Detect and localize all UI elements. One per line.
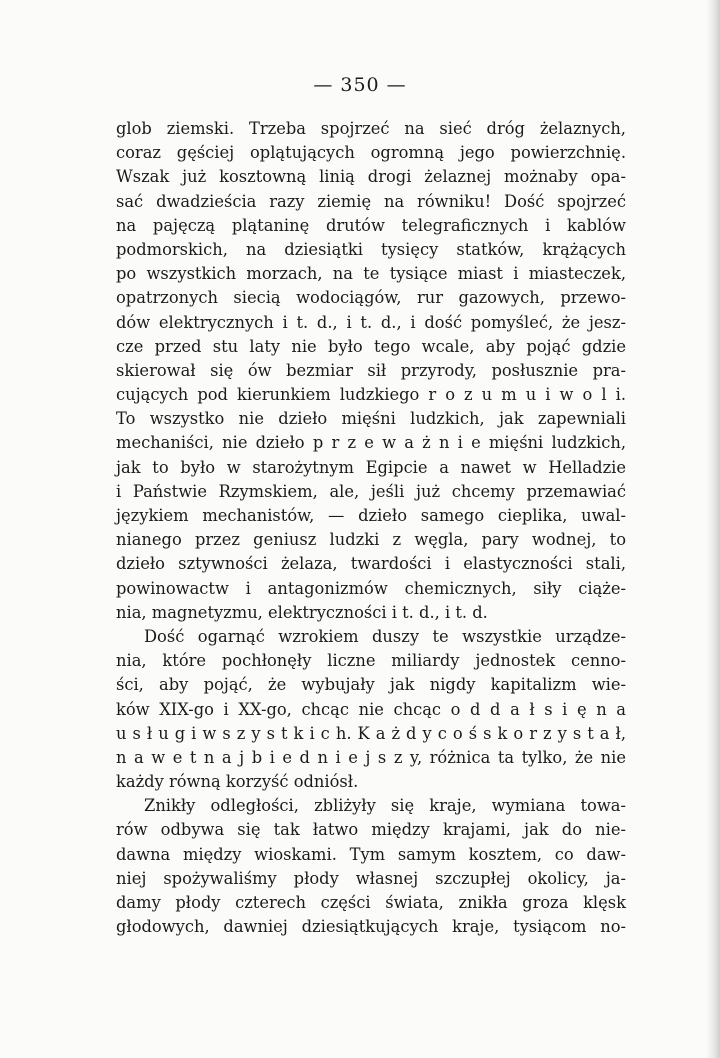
- page-number: — 350 —: [313, 74, 407, 96]
- text-line: glob ziemski. Trzeba spojrzeć na sieć dróg żelaznych,: [116, 119, 626, 138]
- text-line: dów elektrycznych i t. d., i t. d., i dość pomyśleć, że jesz-: [116, 312, 626, 332]
- text-line: cujących pod kierunkiem ludzkiego r o z u m u i w o l i.: [116, 385, 626, 405]
- text-line: na pajęczą plątaninę drutów telegraficznych i kablów: [116, 215, 626, 235]
- text-line: mechaniści, nie dzieło p r z e w a ż n i e mięśni ludzkich,: [116, 433, 626, 453]
- text-line: podmorskich, na dziesiątki tysięcy statków, krążących: [116, 239, 626, 259]
- page-edge-shadow: [706, 0, 720, 1058]
- text-line: powinowactw i antagonizmów chemicznych, siły ciąże-: [116, 578, 626, 598]
- text-line: dawna między wioskami. Tym samym kosztem, co daw-: [116, 844, 626, 864]
- text-line: n a w e t n a j b i e d n i e j s z y, różnica ta tylko, że nie: [116, 747, 626, 767]
- text-line: jak to było w starożytnym Egipcie a nawet w Helladzie: [116, 457, 626, 477]
- text-line: coraz gęściej oplątujących ogromną jego powierzchnię.: [116, 143, 626, 163]
- text-line: nia, magnetyzmu, elektryczności i t. d., i t. d.: [116, 602, 488, 622]
- text-line: sać dwadzieścia razy ziemię na równiku! Dość spojrzeć: [116, 191, 626, 211]
- text-line: dzieło sztywności żelaza, twardości i elastyczności stali,: [116, 554, 626, 574]
- text-line: nia, które pochłonęły liczne miliardy jednostek cenno-: [116, 651, 626, 671]
- text-line: cze przed stu laty nie było tego wcale, aby pojąć gdzie: [116, 336, 626, 356]
- text-line: po wszystkich morzach, na te tysiące miast i miasteczek,: [116, 264, 626, 284]
- text-line: głodowych, dawniej dziesiątkujących kraje, tysiącom no-: [116, 917, 626, 937]
- body-text: [116, 117, 626, 939]
- text-line: nianego przez geniusz ludzki z węgla, pary wodnej, to: [116, 530, 626, 550]
- text-line: Wszak już kosztowną linią drogi żelaznej możnaby opa-: [116, 167, 626, 187]
- text-line: skierował się ów bezmiar sił przyrody, posłusznie pra-: [116, 360, 626, 380]
- text-line: i Państwie Rzymskiem, ale, jeśli już chcemy przemawiać: [116, 481, 626, 501]
- text-line: ści, aby pojąć, że wybujały jak nigdy kapitalizm wie-: [116, 675, 626, 695]
- text-line: każdy równą korzyść odniósł.: [116, 772, 359, 792]
- text-line: opatrzonych siecią wodociągów, rur gazowych, przewo-: [116, 288, 626, 308]
- text-line: niej spożywaliśmy płody własnej szczupłej okolicy, ja-: [116, 868, 626, 888]
- text-line: damy płody czterech części świata, znikła groza klęsk: [116, 893, 626, 912]
- text-line: Znikły odległości, zbliżyły się kraje, wymiana towa-: [144, 796, 626, 816]
- text-line: ków XIX-go i XX-go, chcąc nie chcąc o d d a ł s i ę n a: [116, 699, 626, 719]
- text-line: Dość ogarnąć wzrokiem duszy te wszystkie urządze-: [144, 626, 626, 646]
- text-line: u s ł u g i w s z y s t k i c h. K a ż d y c o ś s k o r z y s t a ł,: [116, 723, 626, 743]
- text-line: rów odbywa się tak łatwo między krajami, jak do nie-: [116, 820, 626, 840]
- text-line: językiem mechanistów, — dzieło samego cieplika, uwal-: [116, 506, 626, 525]
- text-line: To wszystko nie dzieło mięśni ludzkich, jak zapewniali: [116, 409, 626, 429]
